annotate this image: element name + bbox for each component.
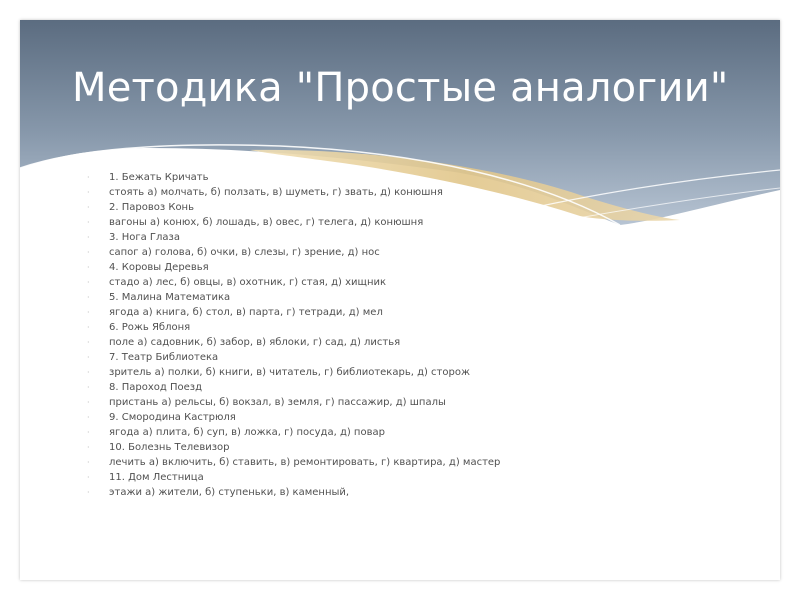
bullet-icon: · xyxy=(87,263,90,272)
list-item xyxy=(82,365,500,380)
bullet-icon: · xyxy=(87,188,90,197)
list-item-text: 3. Нога Глаза xyxy=(109,232,180,243)
list-item xyxy=(82,440,500,455)
bullet-icon: · xyxy=(87,473,90,482)
bullet-icon: · xyxy=(87,308,90,317)
list-item xyxy=(82,230,500,245)
slide xyxy=(20,20,780,580)
list-item-text: ягода а) плита, б) суп, в) ложка, г) посуда, д) повар xyxy=(109,427,385,438)
list-item-text: 1. Бежать Кричать xyxy=(109,172,209,183)
content-list xyxy=(82,170,500,500)
list-item-text: 2. Паровоз Конь xyxy=(109,202,194,213)
list-item-text: 8. Пароход Поезд xyxy=(109,382,202,393)
bullet-icon: · xyxy=(87,443,90,452)
bullet-icon: · xyxy=(87,428,90,437)
list-item-text: вагоны а) конюх, б) лошадь, в) овес, г) телега, д) конюшня xyxy=(109,217,424,228)
list-item xyxy=(82,260,500,275)
bullet-icon: · xyxy=(87,413,90,422)
bullet-icon: · xyxy=(87,458,90,467)
bullet-icon: · xyxy=(87,293,90,302)
list-item-text: 10. Болезнь Телевизор xyxy=(109,442,230,453)
list-item xyxy=(82,305,500,320)
slide-title: Методика "Простые аналогии" xyxy=(72,65,729,111)
list-item xyxy=(82,170,500,185)
bullet-icon: · xyxy=(87,248,90,257)
bullet-icon: · xyxy=(87,353,90,362)
list-item xyxy=(82,200,500,215)
list-item xyxy=(82,350,500,365)
list-item-text: поле а) садовник, б) забор, в) яблоки, г) сад, д) листья xyxy=(109,337,401,348)
list-item-text: сапог а) голова, б) очки, в) слезы, г) зрение, д) нос xyxy=(109,247,380,258)
bullet-icon: · xyxy=(87,488,90,497)
list-item xyxy=(82,455,500,470)
list-item-text: 11. Дом Лестница xyxy=(109,472,204,483)
list-item xyxy=(82,320,500,335)
bullet-icon: · xyxy=(87,218,90,227)
list-item-text: этажи а) жители, б) ступеньки, в) каменный, xyxy=(109,487,350,498)
list-item-text: 5. Малина Математика xyxy=(109,292,231,303)
bullet-icon: · xyxy=(87,323,90,332)
list-item xyxy=(82,380,500,395)
bullet-icon: · xyxy=(87,368,90,377)
list-item xyxy=(82,395,500,410)
bullet-icon: · xyxy=(87,398,90,407)
list-item-text: пристань а) рельсы, б) вокзал, в) земля, г) пассажир, д) шпалы xyxy=(109,397,446,408)
list-item xyxy=(82,245,500,260)
list-item xyxy=(82,335,500,350)
bullet-icon: · xyxy=(87,233,90,242)
list-item xyxy=(82,185,500,200)
bullet-icon: · xyxy=(87,173,90,182)
bullet-icon: · xyxy=(87,203,90,212)
list-item xyxy=(82,275,500,290)
list-item-text: стадо а) лес, б) овцы, в) охотник, г) стая, д) хищник xyxy=(109,277,387,288)
bullet-icon: · xyxy=(87,278,90,287)
list-item-text: 7. Театр Библиотека xyxy=(109,352,219,363)
list-item xyxy=(82,410,500,425)
bullet-icon: · xyxy=(87,383,90,392)
list-item-text: лечить а) включить, б) ставить, в) ремонтировать, г) квартира, д) мастер xyxy=(109,457,501,468)
bullet-icon: · xyxy=(87,338,90,347)
list-item xyxy=(82,290,500,305)
list-item-text: 9. Смородина Кастрюля xyxy=(109,412,236,423)
list-item xyxy=(82,215,500,230)
list-item xyxy=(82,425,500,440)
list-item xyxy=(82,470,500,485)
list-item-text: стоять а) молчать, б) ползать, в) шуметь, г) звать, д) конюшня xyxy=(109,187,443,198)
list-item xyxy=(82,485,500,500)
list-item-text: ягода а) книга, б) стол, в) парта, г) тетради, д) мел xyxy=(109,307,383,318)
list-item-text: зритель а) полки, б) книги, в) читатель, г) библиотекарь, д) сторож xyxy=(109,367,470,378)
list-item-text: 6. Рожь Яблоня xyxy=(109,322,191,333)
list-item-text: 4. Коровы Деревья xyxy=(109,262,209,273)
